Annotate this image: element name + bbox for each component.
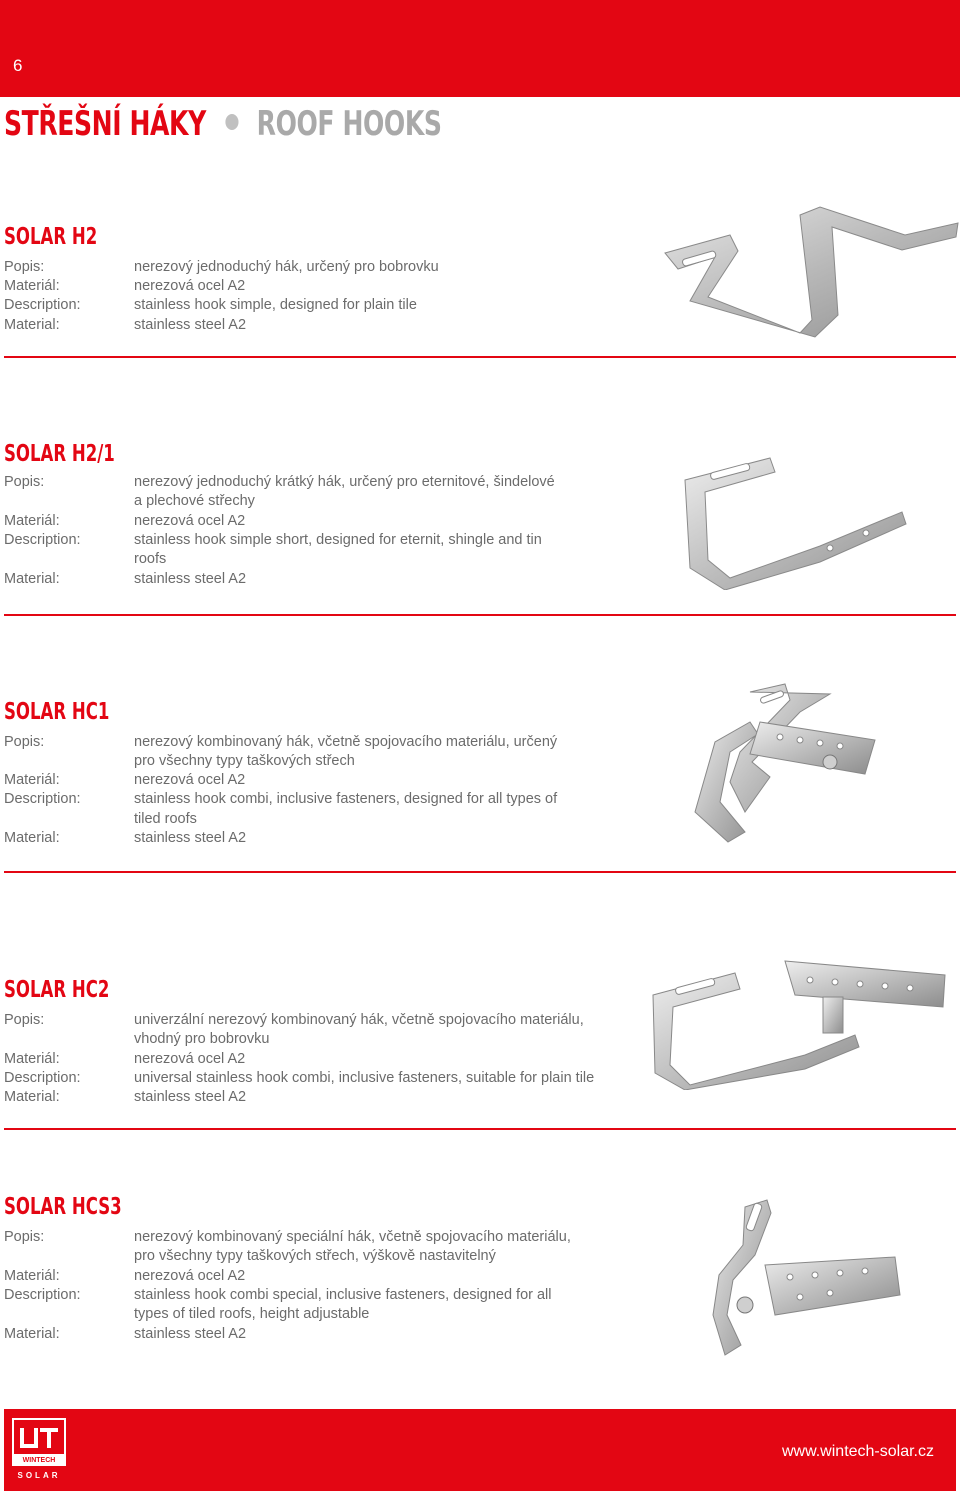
label-material-en: Material: bbox=[4, 1089, 60, 1105]
material-cz-value: nerezová ocel A2 bbox=[134, 1051, 246, 1067]
section-divider bbox=[4, 356, 956, 358]
popis-line: nerezový kombinovaný speciální hák, včetně spojovacího materiálu, bbox=[134, 1229, 571, 1245]
label-description: Description: bbox=[4, 297, 81, 313]
section-divider bbox=[4, 614, 956, 616]
product-name: SOLAR H2 bbox=[4, 224, 98, 250]
material-en-value: stainless steel A2 bbox=[134, 1089, 247, 1105]
label-popis: Popis: bbox=[4, 1012, 45, 1028]
description-line: tiled roofs bbox=[134, 811, 197, 827]
label-material-cz: Materiál: bbox=[4, 278, 60, 294]
page-number: 6 bbox=[13, 56, 23, 75]
label-material-en: Material: bbox=[4, 317, 60, 333]
roof-hook-hc1-image bbox=[690, 682, 910, 847]
roof-hook-hcs3-image bbox=[705, 1195, 915, 1360]
roof-hook-h2-1-image bbox=[670, 450, 920, 590]
roof-hook-hc2-image bbox=[645, 955, 950, 1090]
label-material-en: Material: bbox=[4, 830, 60, 846]
popis-line: nerezový jednoduchý krátký hák, určený pro eternitové, šindelové bbox=[134, 474, 555, 490]
section-divider bbox=[4, 1128, 956, 1130]
description-line: stainless hook combi, inclusive fasteners, designed for all types of bbox=[134, 791, 558, 807]
description-line: universal stainless hook combi, inclusive fasteners, suitable for plain tile bbox=[134, 1070, 595, 1086]
material-cz-value: nerezová ocel A2 bbox=[134, 1268, 246, 1284]
label-material-en: Material: bbox=[4, 1326, 60, 1342]
page-title-en: ROOF HOOKS bbox=[256, 104, 442, 144]
header-bar bbox=[0, 0, 960, 97]
popis-line: pro všechny typy taškových střech bbox=[134, 753, 355, 769]
popis-line: vhodný pro bobrovku bbox=[134, 1031, 270, 1047]
roof-hook-h2-image bbox=[660, 205, 960, 340]
label-description: Description: bbox=[4, 1287, 81, 1303]
product-name: SOLAR HCS3 bbox=[4, 1194, 122, 1220]
label-description: Description: bbox=[4, 791, 81, 807]
material-en-value: stainless steel A2 bbox=[134, 1326, 247, 1342]
material-en-value: stainless steel A2 bbox=[134, 317, 247, 333]
product-name: SOLAR H2/1 bbox=[4, 441, 115, 467]
label-material-cz: Materiál: bbox=[4, 1268, 60, 1284]
material-en-value: stainless steel A2 bbox=[134, 571, 247, 587]
material-en-value: stainless steel A2 bbox=[134, 830, 247, 846]
popis-line: pro všechny typy taškových střech, výškově nastavitelný bbox=[134, 1248, 496, 1264]
label-popis: Popis: bbox=[4, 259, 45, 275]
material-cz-value: nerezová ocel A2 bbox=[134, 513, 246, 529]
page-title-cz: STŘEŠNÍ HÁKY bbox=[4, 104, 206, 144]
description-line: types of tiled roofs, height adjustable bbox=[134, 1306, 370, 1322]
title-separator-dot bbox=[226, 114, 239, 130]
description-line: stainless hook simple, designed for plain tile bbox=[134, 297, 417, 313]
description-line: stainless hook simple short, designed for eternit, shingle and tin bbox=[134, 532, 542, 548]
logo-subtitle: SOLAR bbox=[17, 1471, 61, 1480]
page-title bbox=[4, 104, 442, 144]
description-line: stainless hook combi special, inclusive fasteners, designed for all bbox=[134, 1287, 552, 1303]
label-popis: Popis: bbox=[4, 734, 45, 750]
website-link[interactable]: www.wintech-solar.cz bbox=[781, 1443, 934, 1460]
section-divider bbox=[4, 871, 956, 873]
product-name: SOLAR HC2 bbox=[4, 977, 110, 1003]
footer-bar bbox=[4, 1409, 956, 1491]
material-cz-value: nerezová ocel A2 bbox=[134, 278, 246, 294]
popis-line: nerezový kombinovaný hák, včetně spojovacího materiálu, určený bbox=[134, 734, 558, 750]
description-line: roofs bbox=[134, 551, 167, 567]
label-popis: Popis: bbox=[4, 474, 45, 490]
label-description: Description: bbox=[4, 1070, 81, 1086]
logo-wordmark: WINTECH bbox=[22, 1457, 56, 1464]
label-material-cz: Materiál: bbox=[4, 513, 60, 529]
popis-line: nerezový jednoduchý hák, určený pro bobrovku bbox=[134, 259, 439, 275]
popis-line: univerzální nerezový kombinovaný hák, včetně spojovacího materiálu, bbox=[134, 1012, 584, 1028]
material-cz-value: nerezová ocel A2 bbox=[134, 772, 246, 788]
popis-line: a plechové střechy bbox=[134, 493, 255, 509]
label-description: Description: bbox=[4, 532, 81, 548]
wintech-solar-logo bbox=[12, 1418, 74, 1482]
product-name: SOLAR HC1 bbox=[4, 699, 110, 725]
label-material-cz: Materiál: bbox=[4, 1051, 60, 1067]
label-popis: Popis: bbox=[4, 1229, 45, 1245]
label-material-cz: Materiál: bbox=[4, 772, 60, 788]
label-material-en: Material: bbox=[4, 571, 60, 587]
